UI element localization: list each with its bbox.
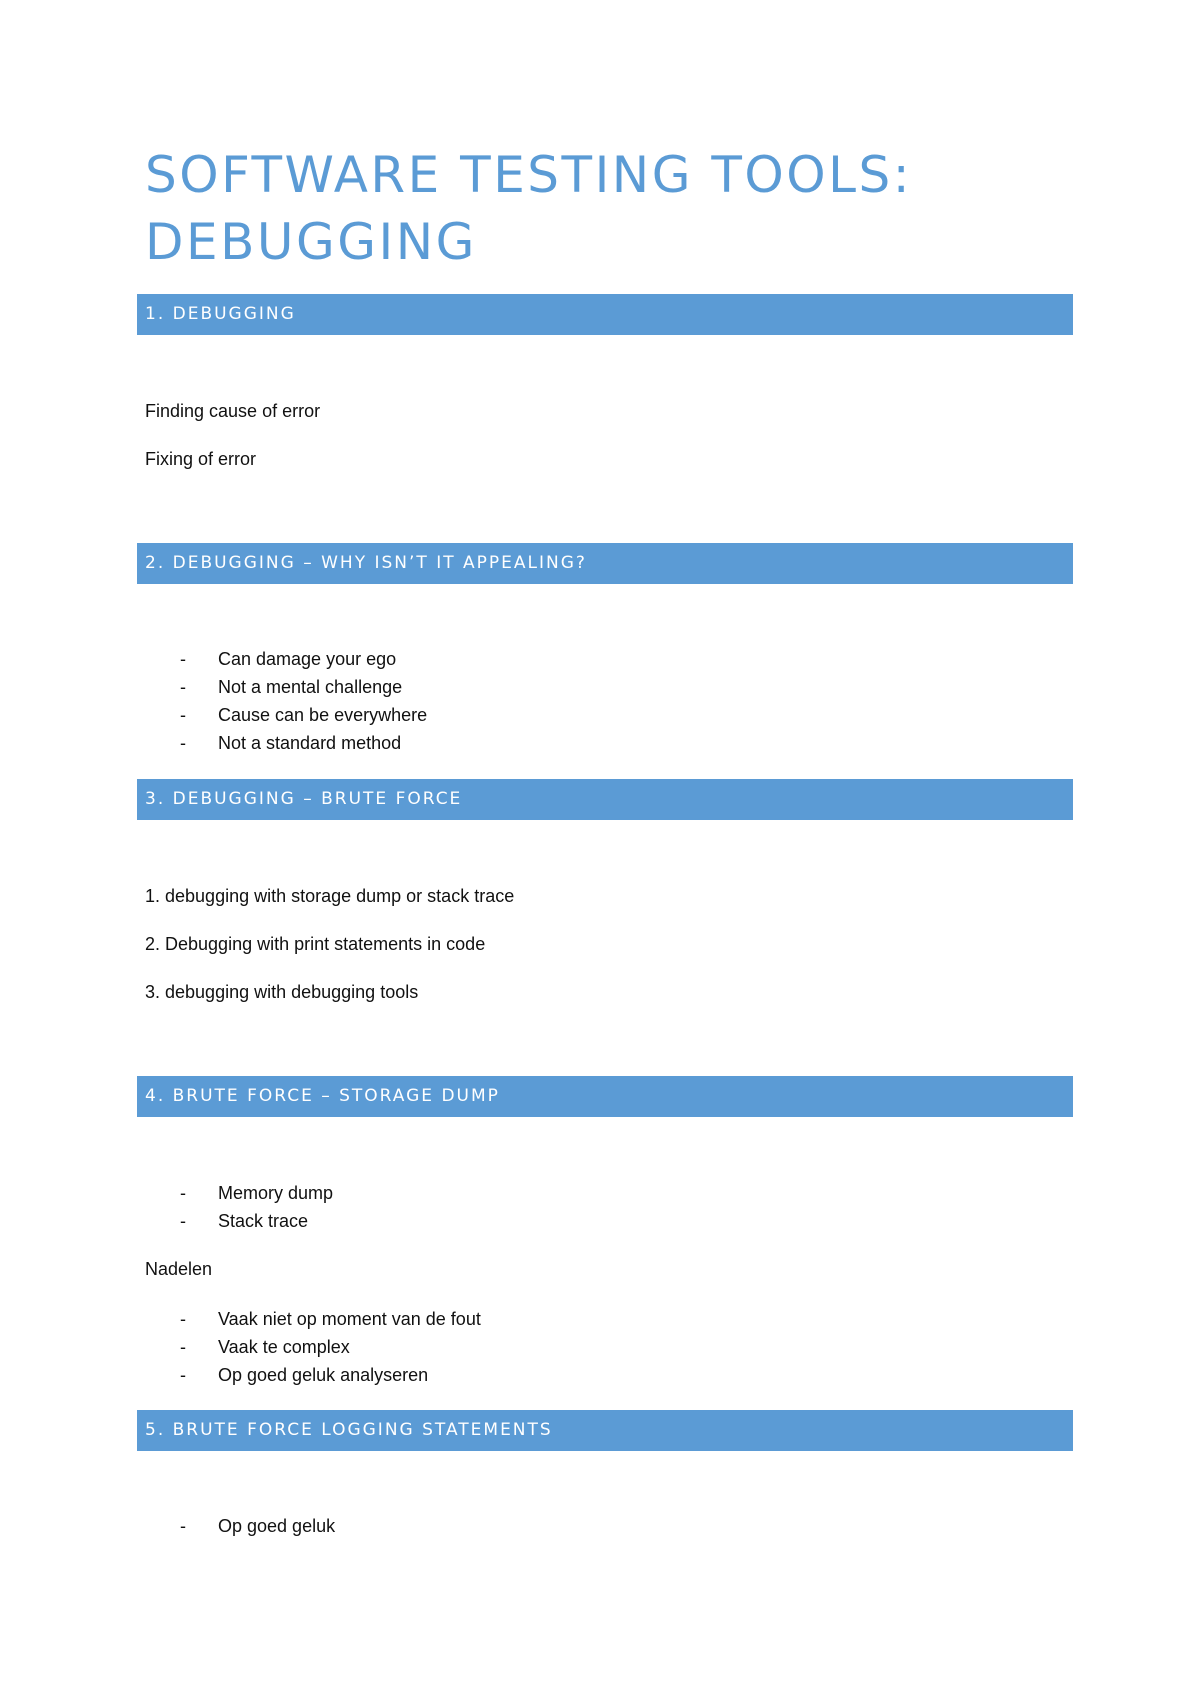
bullet-dash: - <box>180 1365 186 1385</box>
section-1-heading: 1. DEBUGGING <box>137 294 1073 335</box>
section-3-paragraph-1: 1. debugging with storage dump or stack trace <box>145 886 515 906</box>
section-4-heading: 4. BRUTE FORCE – STORAGE DUMP <box>137 1076 1073 1117</box>
list-item-text: Cause can be everywhere <box>218 705 428 725</box>
section-3-paragraph-2: 2. Debugging with print statements in code <box>145 934 486 954</box>
bullet-dash: - <box>180 1309 186 1329</box>
title-line-2: DEBUGGING <box>145 213 477 271</box>
section-5-heading: 5. BRUTE FORCE LOGGING STATEMENTS <box>137 1410 1073 1451</box>
list-item-text: Stack trace <box>218 1211 309 1231</box>
bullet-dash: - <box>180 1211 186 1231</box>
document-title <box>145 142 1065 276</box>
list-item-text: Op goed geluk <box>218 1516 336 1536</box>
section-3-heading: 3. DEBUGGING – BRUTE FORCE <box>137 779 1073 820</box>
section-1-paragraph-2: Fixing of error <box>145 449 257 469</box>
bullet-dash: - <box>180 705 186 725</box>
list-item-text: Vaak niet op moment van de fout <box>218 1309 481 1329</box>
list-item-text: Op goed geluk analyseren <box>218 1365 429 1385</box>
list-item-text: Not a standard method <box>218 733 402 753</box>
list-item-text: Can damage your ego <box>218 649 397 669</box>
section-2-heading: 2. DEBUGGING – WHY ISN’T IT APPEALING? <box>137 543 1073 584</box>
title-line-1: SOFTWARE TESTING TOOLS: <box>145 146 913 204</box>
section-4-subheading: Nadelen <box>145 1259 213 1279</box>
bullet-dash: - <box>180 1516 186 1536</box>
bullet-dash: - <box>180 649 186 669</box>
list-item-text: Not a mental challenge <box>218 677 403 697</box>
list-item-text: Memory dump <box>218 1183 334 1203</box>
list-item-text: Vaak te complex <box>218 1337 350 1357</box>
bullet-dash: - <box>180 677 186 697</box>
bullet-dash: - <box>180 733 186 753</box>
bullet-dash: - <box>180 1337 186 1357</box>
section-1-paragraph-1: Finding cause of error <box>145 401 321 421</box>
section-3-paragraph-3: 3. debugging with debugging tools <box>145 982 419 1002</box>
bullet-dash: - <box>180 1183 186 1203</box>
